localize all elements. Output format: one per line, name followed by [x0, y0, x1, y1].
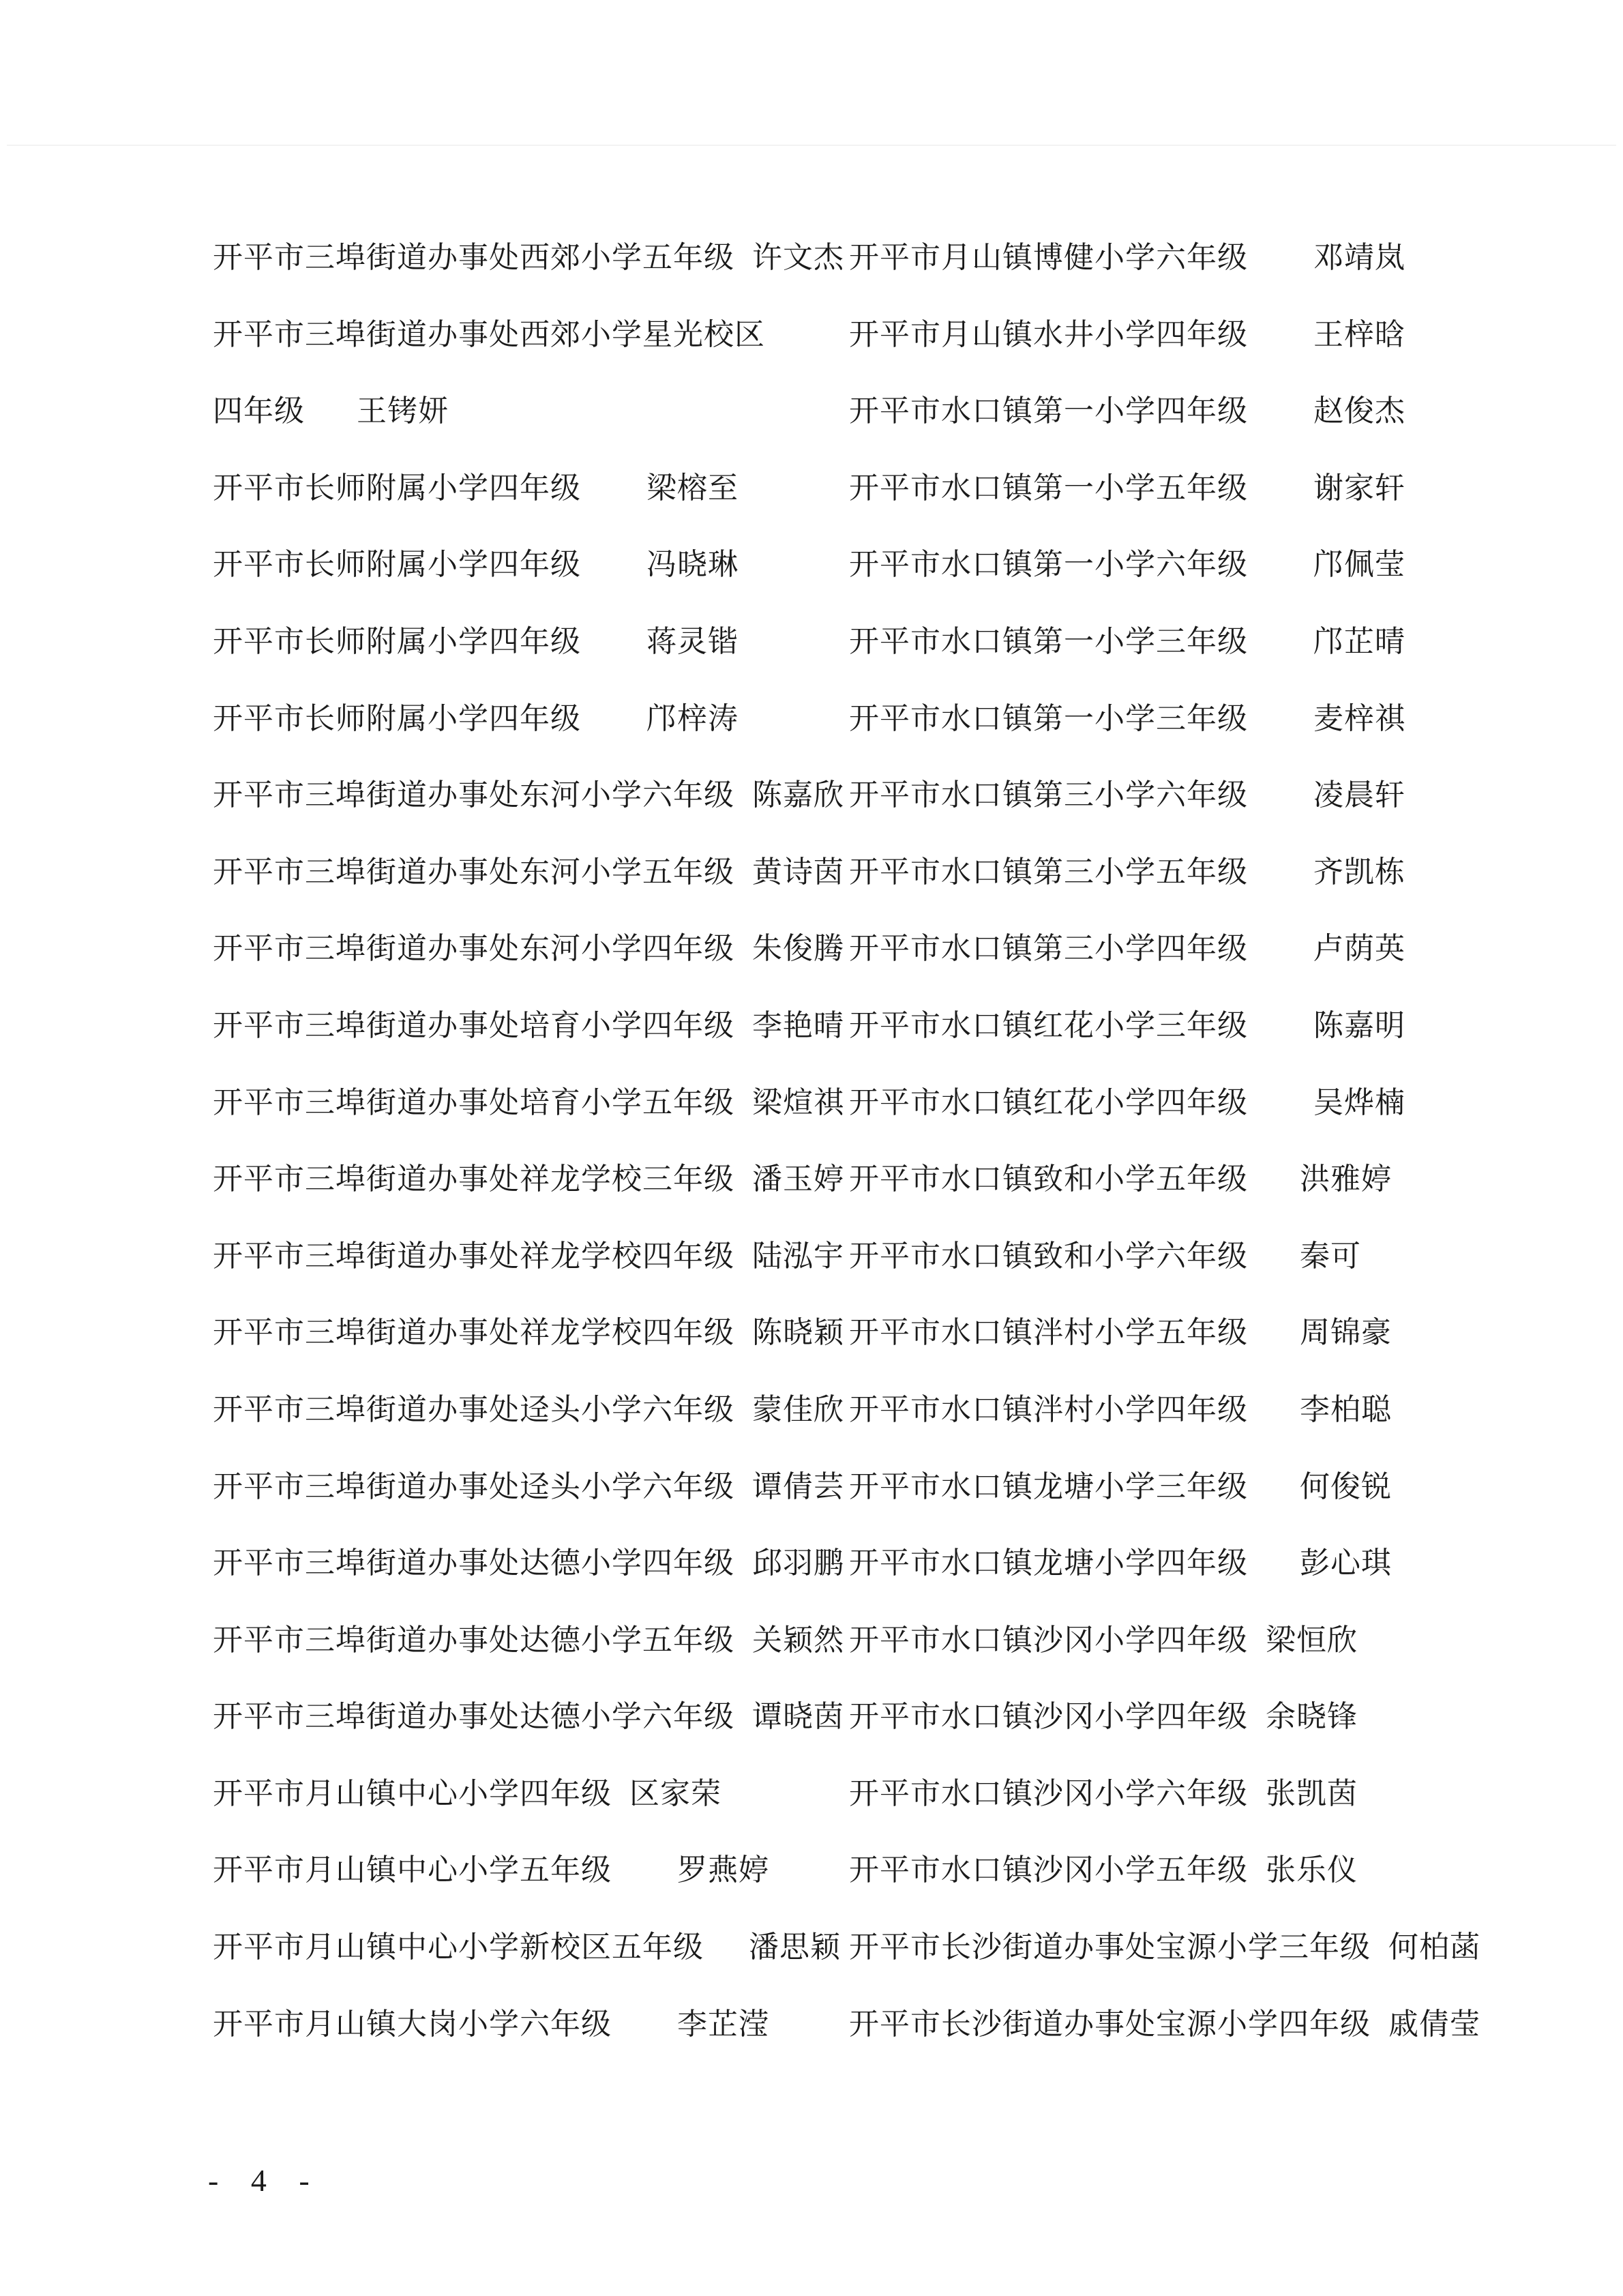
list-item	[849, 773, 1463, 850]
school-grade-label: 开平市水口镇龙塘小学四年级	[849, 1546, 1248, 1581]
student-name: 周锦豪	[1300, 1315, 1392, 1351]
list-item	[213, 1080, 844, 1158]
student-name: 何柏菡	[1388, 1930, 1480, 1965]
student-name: 谭晓茵	[752, 1699, 844, 1735]
student-name: 邝梓涛	[646, 701, 739, 736]
student-name: 彭心琪	[1300, 1546, 1392, 1581]
list-item	[213, 1465, 844, 1542]
list-item	[849, 1003, 1463, 1080]
list-item	[849, 1771, 1463, 1849]
school-grade-label: 开平市水口镇第一小学三年级	[849, 701, 1248, 736]
list-item	[849, 2002, 1480, 2079]
student-name: 梁煊祺	[752, 1085, 844, 1120]
school-grade-label: 开平市水口镇致和小学五年级	[849, 1162, 1248, 1197]
student-name: 梁恒欣	[1266, 1622, 1358, 1658]
school-grade-label: 开平市水口镇沙冈小学六年级	[849, 1776, 1248, 1811]
student-name: 许文杰	[752, 240, 844, 275]
student-name: 邝佩莹	[1313, 547, 1405, 583]
school-grade-label: 开平市三埠街道办事处西郊小学五年级	[213, 240, 734, 275]
list-item	[213, 312, 799, 389]
school-grade-label: 开平市水口镇第三小学六年级	[849, 778, 1248, 813]
school-grade-label: 开平市水口镇第三小学四年级	[849, 931, 1248, 967]
school-grade-label: 开平市长沙街道办事处宝源小学三年级	[849, 1930, 1371, 1965]
list-item	[213, 619, 799, 696]
student-name: 区家荣	[629, 1776, 721, 1811]
list-item	[213, 1771, 799, 1849]
student-name: 吴烨楠	[1313, 1085, 1405, 1120]
student-name: 冯晓琳	[646, 547, 739, 583]
school-grade-label: 开平市水口镇致和小学六年级	[849, 1238, 1248, 1274]
list-item	[213, 1003, 844, 1080]
list-item	[849, 1925, 1480, 2002]
school-grade-label: 开平市三埠街道办事处祥龙学校四年级	[213, 1315, 734, 1351]
list-item	[213, 542, 799, 619]
list-item	[849, 1694, 1463, 1771]
school-grade-label: 开平市水口镇沙冈小学四年级	[849, 1699, 1248, 1735]
student-name: 罗燕婷	[677, 1853, 769, 1888]
list-item	[849, 1541, 1463, 1618]
list-item	[849, 1080, 1463, 1158]
school-grade-label: 开平市三埠街道办事处西郊小学星光校区	[213, 317, 765, 352]
student-name: 潘思颖	[749, 1930, 841, 1965]
list-item	[849, 1387, 1463, 1465]
school-grade-label: 开平市月山镇中心小学新校区五年级	[213, 1930, 704, 1965]
school-grade-label: 开平市三埠街道办事处达德小学四年级	[213, 1546, 734, 1581]
student-name: 何俊锐	[1300, 1469, 1392, 1504]
school-grade-label: 开平市三埠街道办事处祥龙学校三年级	[213, 1162, 734, 1197]
list-item	[849, 1234, 1463, 1311]
list-item	[213, 1234, 844, 1311]
school-grade-label: 开平市长沙街道办事处宝源小学四年级	[849, 2006, 1371, 2042]
list-item	[213, 1387, 844, 1465]
student-name: 齐凯栋	[1313, 854, 1405, 889]
school-grade-label: 四年级	[213, 394, 305, 429]
page-number: - 4 -	[208, 2163, 322, 2198]
right-column	[849, 235, 1480, 2078]
school-grade-label: 开平市月山镇博健小学六年级	[849, 240, 1248, 275]
school-grade-label: 开平市月山镇水井小学四年级	[849, 317, 1248, 352]
school-grade-label: 开平市三埠街道办事处培育小学五年级	[213, 1085, 734, 1120]
school-grade-label: 开平市水口镇第一小学五年级	[849, 470, 1248, 505]
school-grade-label: 开平市三埠街道办事处达德小学六年级	[213, 1699, 734, 1735]
list-item	[849, 926, 1463, 1003]
school-grade-label: 开平市三埠街道办事处达德小学五年级	[213, 1622, 734, 1658]
list-item	[849, 619, 1463, 696]
school-grade-label: 开平市长师附属小学四年级	[213, 701, 581, 736]
school-grade-label: 开平市三埠街道办事处迳头小学六年级	[213, 1469, 734, 1504]
school-grade-label: 开平市三埠街道办事处东河小学四年级	[213, 931, 734, 967]
list-item	[213, 2002, 799, 2079]
student-name: 邓靖岚	[1313, 240, 1405, 275]
list-item	[213, 1541, 844, 1618]
student-name: 蒋灵锴	[646, 623, 739, 659]
student-name: 潘玉婷	[752, 1162, 844, 1197]
list-item	[213, 389, 799, 466]
school-grade-label: 开平市三埠街道办事处培育小学四年级	[213, 1007, 734, 1043]
student-name: 谢家轩	[1313, 470, 1405, 505]
student-name: 余晓锋	[1266, 1699, 1358, 1735]
student-name: 张乐仪	[1266, 1853, 1358, 1888]
school-grade-label: 开平市水口镇红花小学四年级	[849, 1085, 1248, 1120]
list-item	[213, 466, 799, 543]
list-item	[213, 1848, 799, 1925]
student-name: 陆泓宇	[752, 1238, 844, 1274]
list-item	[849, 696, 1463, 774]
school-grade-label: 开平市水口镇沙冈小学五年级	[849, 1853, 1248, 1888]
school-grade-label: 开平市水口镇第一小学四年级	[849, 394, 1248, 429]
list-item	[213, 696, 799, 774]
school-grade-label: 开平市月山镇大岗小学六年级	[213, 2006, 612, 2042]
student-name: 王梓晗	[1313, 317, 1405, 352]
student-name: 秦可	[1300, 1238, 1361, 1274]
student-name: 陈嘉明	[1313, 1007, 1405, 1043]
list-item	[849, 389, 1463, 466]
student-name: 张凯茵	[1266, 1776, 1358, 1811]
list-item	[213, 1618, 844, 1695]
student-name: 梁榕至	[646, 470, 739, 505]
student-name: 陈晓颖	[752, 1315, 844, 1351]
list-item	[213, 850, 844, 927]
school-grade-label: 开平市三埠街道办事处迳头小学六年级	[213, 1392, 734, 1427]
school-grade-label: 开平市月山镇中心小学五年级	[213, 1853, 612, 1888]
student-name: 戚倩莹	[1388, 2006, 1480, 2042]
school-grade-label: 开平市三埠街道办事处东河小学五年级	[213, 854, 734, 889]
student-name: 蒙佳欣	[752, 1392, 844, 1427]
school-grade-label: 开平市水口镇第一小学六年级	[849, 547, 1248, 583]
list-item	[213, 1925, 841, 2002]
school-grade-label: 开平市三埠街道办事处祥龙学校四年级	[213, 1238, 734, 1274]
list-item	[849, 466, 1463, 543]
student-name: 洪雅婷	[1300, 1162, 1392, 1197]
student-name: 凌晨轩	[1313, 778, 1405, 813]
student-name: 陈嘉欣	[752, 778, 844, 813]
student-name: 李柏聪	[1300, 1392, 1392, 1427]
student-name: 赵俊杰	[1313, 394, 1405, 429]
list-item	[213, 1310, 844, 1387]
list-item	[213, 1694, 844, 1771]
student-name: 卢荫英	[1313, 931, 1405, 967]
student-name: 麦梓祺	[1313, 701, 1405, 736]
list-item	[849, 1618, 1463, 1695]
list-item	[849, 1848, 1463, 1925]
student-name: 李艳晴	[752, 1007, 844, 1043]
school-grade-label: 开平市水口镇泮村小学五年级	[849, 1315, 1248, 1351]
list-item	[849, 1465, 1463, 1542]
list-item	[849, 850, 1463, 927]
student-name: 谭倩芸	[752, 1469, 844, 1504]
student-name: 李芷滢	[677, 2006, 769, 2042]
school-grade-label: 开平市水口镇第一小学三年级	[849, 623, 1248, 659]
school-grade-label: 开平市三埠街道办事处东河小学六年级	[213, 778, 734, 813]
student-name: 关颖然	[752, 1622, 844, 1658]
school-grade-label: 开平市水口镇龙塘小学三年级	[849, 1469, 1248, 1504]
list-item	[213, 773, 844, 850]
school-grade-label: 开平市长师附属小学四年级	[213, 623, 581, 659]
list-item	[213, 1157, 844, 1234]
school-grade-label: 开平市水口镇沙冈小学四年级	[849, 1622, 1248, 1658]
list-item	[213, 926, 844, 1003]
scan-edge-line	[7, 145, 1616, 146]
student-name: 邝芷晴	[1313, 623, 1405, 659]
school-grade-label: 开平市水口镇红花小学三年级	[849, 1007, 1248, 1043]
list-item	[849, 312, 1463, 389]
list-item	[849, 235, 1463, 312]
school-grade-label: 开平市月山镇中心小学四年级	[213, 1776, 612, 1811]
list-item	[849, 542, 1463, 619]
list-item	[849, 1310, 1463, 1387]
student-name: 黄诗茵	[752, 854, 844, 889]
student-name: 朱俊腾	[752, 931, 844, 967]
student-name: 王铐妍	[357, 394, 449, 429]
list-item	[849, 1157, 1463, 1234]
student-name: 邱羽鹏	[752, 1546, 844, 1581]
list-item	[213, 235, 844, 312]
school-grade-label: 开平市长师附属小学四年级	[213, 547, 581, 583]
left-column	[213, 235, 844, 2078]
school-grade-label: 开平市水口镇第三小学五年级	[849, 854, 1248, 889]
school-grade-label: 开平市长师附属小学四年级	[213, 470, 581, 505]
school-grade-label: 开平市水口镇泮村小学四年级	[849, 1392, 1248, 1427]
